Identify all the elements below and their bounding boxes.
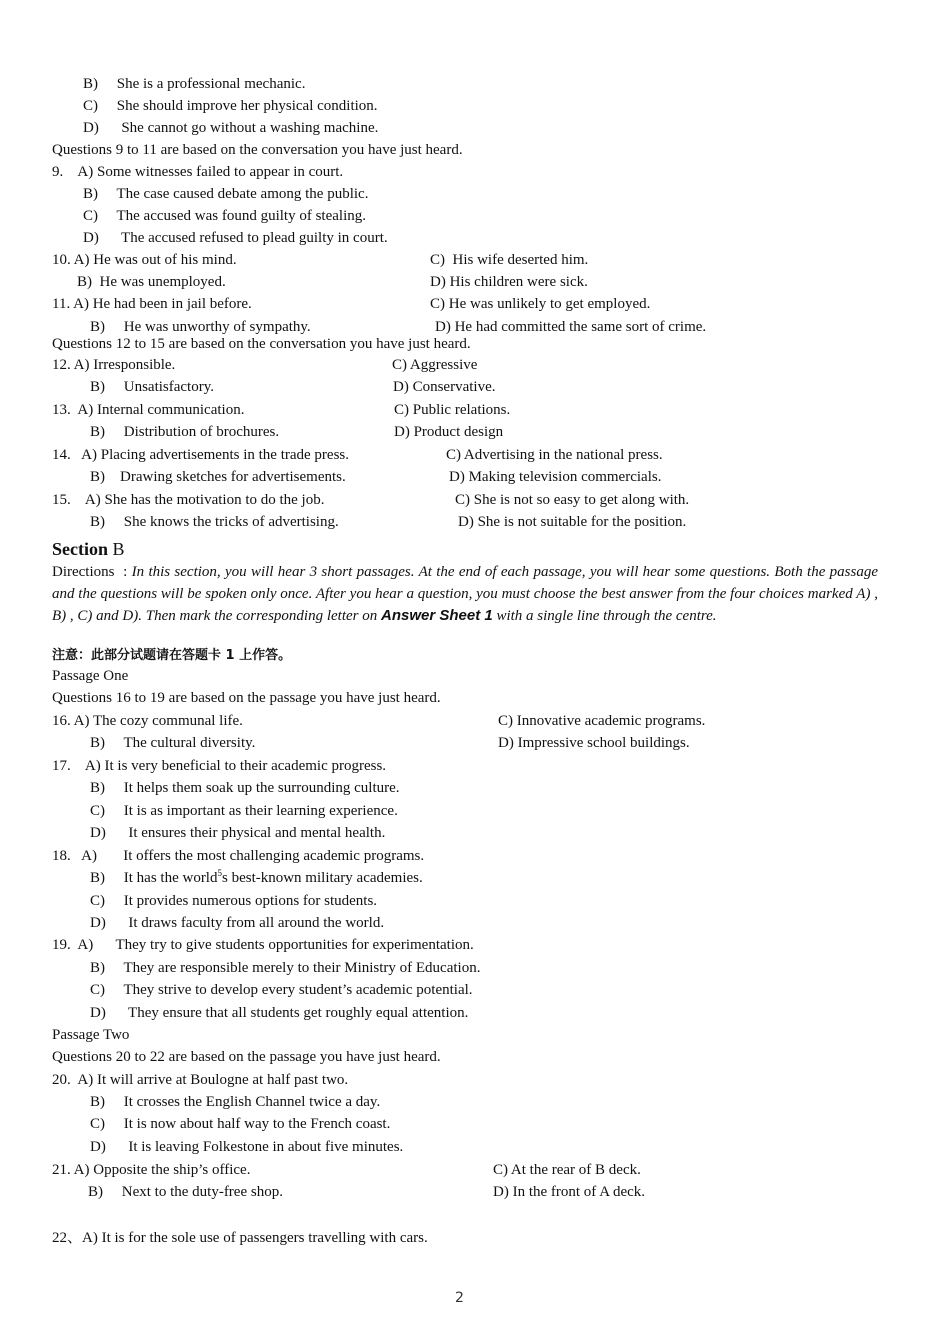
- section-heading: [52, 537, 125, 561]
- q20-option-b: B) It crosses the English Channel twice a day.: [90, 1094, 381, 1110]
- q22-option-a: 22、A) It is for the sole use of passengers travelling with cars.: [52, 1230, 428, 1246]
- q21-option-d: D) In the front of A deck.: [493, 1184, 646, 1200]
- answer-sheet-label: Answer Sheet 1: [380, 607, 493, 624]
- q18-option-b-sup: 5: [217, 868, 222, 878]
- q17-option-b: B) It helps them soak up the surrounding culture.: [90, 780, 400, 796]
- q16-option-d: D) Impressive school buildings.: [498, 735, 690, 751]
- q16-option-c: C) Innovative academic programs.: [498, 713, 706, 729]
- q19-option-d: D) They ensure that all students get roughly equal attention.: [90, 1005, 469, 1021]
- q17-option-a: 17. A) It is very beneficial to their academic progress.: [52, 758, 387, 774]
- q18-option-b-rest: s best-known military academies.: [221, 870, 423, 886]
- q12-option-d: D) Conservative.: [393, 379, 496, 395]
- q10-option-c: C) His wife deserted him.: [430, 252, 589, 268]
- q11-option-d: D) He had committed the same sort of crime.: [435, 319, 707, 335]
- q19-option-b: B) They are responsible merely to their Ministry of Education.: [90, 960, 481, 976]
- q18-option-b-text: B) It has the world: [90, 870, 218, 886]
- q20-option-d: D) It is leaving Folkestone in about five minutes.: [90, 1139, 404, 1155]
- q10-option-d: D) His children were sick.: [430, 274, 588, 290]
- q13-option-a: 13. A) Internal communication.: [52, 402, 245, 418]
- q14-option-a: 14. A) Placing advertisements in the trade press.: [52, 447, 350, 463]
- chinese-note: 注意：此部分试题请在答题卡 1 上作答。: [52, 648, 292, 663]
- q17-option-d: D) It ensures their physical and mental health.: [90, 825, 386, 841]
- directions-text: In this section, you will hear 3 short passages. At the end of each passage, you will hear some questions. Both the passage and the questions will be spoken only once. After you hear a question, you must choose the best answer from the four choices marked A) , B) , C) and D). Then mark the corresponding letter on: [52, 564, 879, 624]
- q20-22-instruction: Questions 20 to 22 are based on the passage you have just heard.: [52, 1049, 441, 1065]
- q15-option-d: D) She is not suitable for the position.: [458, 514, 687, 530]
- q13-option-c: C) Public relations.: [394, 402, 511, 418]
- q10-option-a: 10. A) He was out of his mind.: [52, 252, 237, 268]
- q9-option-b: B) The case caused debate among the public.: [83, 186, 369, 202]
- q21-option-a: 21. A) Opposite the ship’s office.: [52, 1162, 251, 1178]
- q15-option-b: B) She knows the tricks of advertising.: [90, 514, 339, 530]
- q10-option-b: B) He was unemployed.: [77, 274, 226, 290]
- q12-15-instruction: Questions 12 to 15 are based on the conversation you have just heard.: [52, 336, 471, 352]
- q16-19-instruction: Questions 16 to 19 are based on the passage you have just heard.: [52, 690, 441, 706]
- q14-option-c: C) Advertising in the national press.: [446, 447, 663, 463]
- section-label: Section: [52, 539, 108, 559]
- q12-option-b: B) Unsatisfactory.: [90, 379, 214, 395]
- q11-option-a: 11. A) He had been in jail before.: [52, 296, 252, 312]
- q17-option-c: C) It is as important as their learning experience.: [90, 803, 398, 819]
- passage-two-heading: Passage Two: [52, 1027, 130, 1043]
- q11-option-b: B) He was unworthy of sympathy.: [90, 319, 311, 335]
- q12-option-c: C) Aggressive: [392, 357, 478, 373]
- q21-option-b: B) Next to the duty-free shop.: [88, 1184, 283, 1200]
- q9-option-d: D) The accused refused to plead guilty in court.: [83, 230, 388, 246]
- q20-option-c: C) It is now about half way to the French coast.: [90, 1116, 391, 1132]
- q16-option-b: B) The cultural diversity.: [90, 735, 256, 751]
- q9-option-c: C) The accused was found guilty of stealing.: [83, 208, 366, 224]
- directions-text-end: with a single line through the centre.: [496, 608, 717, 624]
- q19-option-a: 19. A) They try to give students opportunities for experimentation.: [52, 937, 474, 953]
- q8-option-c: C) She should improve her physical condition.: [83, 98, 378, 114]
- q9-option-a: 9. A) Some witnesses failed to appear in court.: [52, 164, 344, 180]
- q11-option-c: C) He was unlikely to get employed.: [430, 296, 651, 312]
- q19-option-c: C) They strive to develop every student’s academic potential.: [90, 982, 473, 998]
- q8-option-d: D) She cannot go without a washing machine.: [83, 120, 379, 136]
- q13-option-b: B) Distribution of brochures.: [90, 424, 280, 440]
- q15-option-c: C) She is not so easy to get along with.: [455, 492, 690, 508]
- q12-option-a: 12. A) Irresponsible.: [52, 357, 176, 373]
- q16-option-a: 16. A) The cozy communal life.: [52, 713, 243, 729]
- q20-option-a: 20. A) It will arrive at Boulogne at half past two.: [52, 1072, 349, 1088]
- q18-option-c: C) It provides numerous options for students.: [90, 893, 378, 909]
- q18-option-d: D) It draws faculty from all around the world.: [90, 915, 385, 931]
- passage-one-heading: Passage One: [52, 668, 129, 684]
- directions-paragraph: [52, 561, 878, 627]
- q18-option-b: [90, 868, 423, 888]
- q14-option-d: D) Making television commercials.: [449, 469, 662, 485]
- q9-11-instruction: Questions 9 to 11 are based on the conversation you have just heard.: [52, 142, 463, 158]
- q18-option-a: 18. A) It offers the most challenging academic programs.: [52, 848, 425, 864]
- page-number: 2: [455, 1290, 464, 1306]
- q8-option-b: B) She is a professional mechanic.: [83, 76, 306, 92]
- q14-option-b: B) Drawing sketches for advertisements.: [90, 469, 346, 485]
- q15-option-a: 15. A) She has the motivation to do the job.: [52, 492, 325, 508]
- q13-option-d: D) Product design: [394, 424, 504, 440]
- q21-option-c: C) At the rear of B deck.: [493, 1162, 641, 1178]
- directions-label: Directions :: [52, 564, 132, 580]
- section-letter: B: [112, 539, 125, 559]
